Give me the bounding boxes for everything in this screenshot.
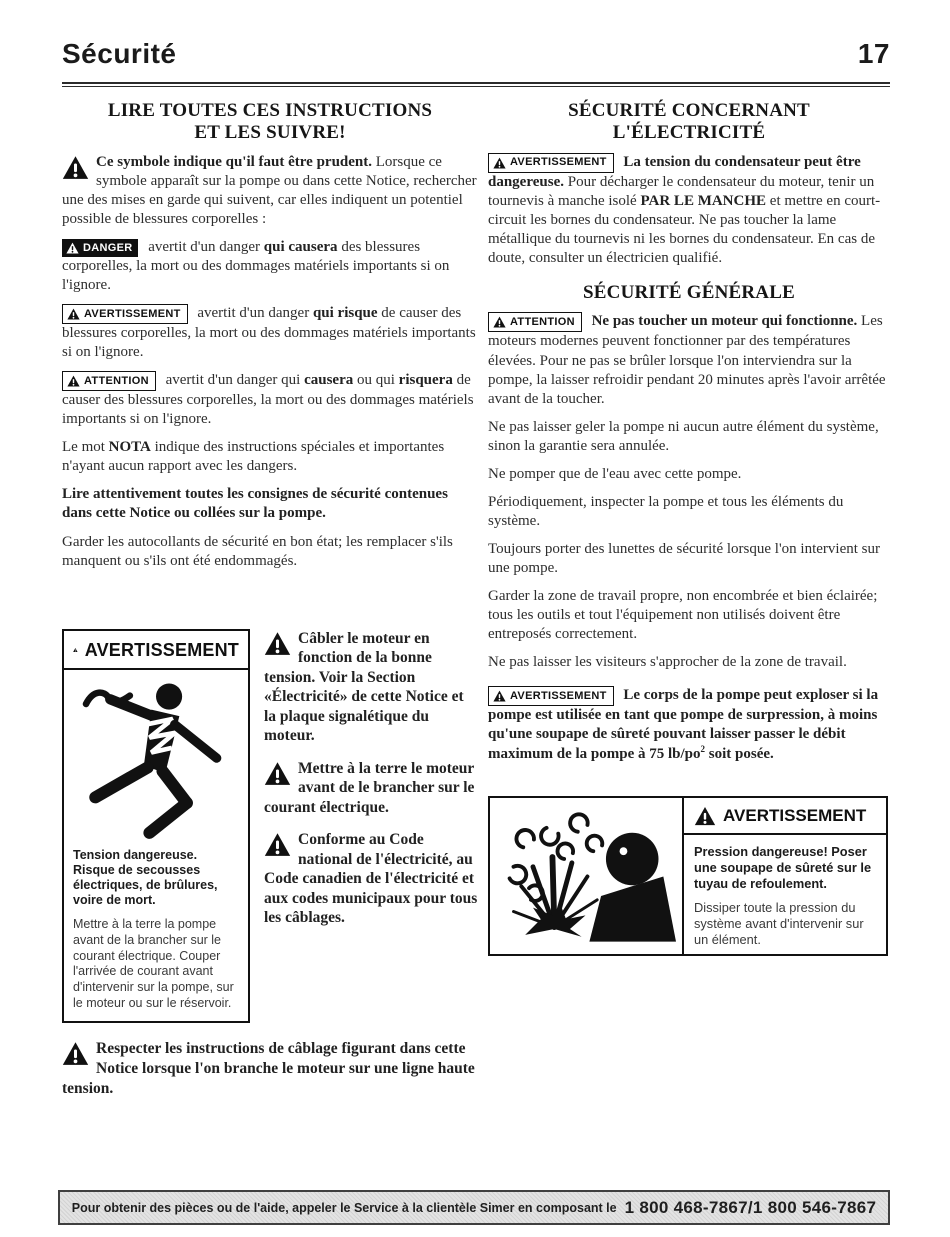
warning-triangle-icon bbox=[493, 316, 506, 328]
read-instructions-paragraph: Lire attentivement toutes les consignes de sécurité contenues dans cette Notice ou collées sur la pompe. bbox=[62, 486, 448, 522]
warning-triangle-icon bbox=[73, 639, 78, 661]
electric-shock-warning-label bbox=[62, 629, 250, 1024]
right-column bbox=[488, 100, 890, 956]
capacitor-paragraph: AVERTISSEMENT La tension du condensateur peut être dangereuse. Pour décharger le condensateur du moteur, tenir un tournevis à manche isolé PAR LE MANCHE et mettre en court-circuit les bornes du condensateur. Ne pas toucher la lame métallique du tournevis ni les bornes du condensateur. En cas de doute, consulter un électricien qualifié. bbox=[488, 153, 881, 266]
wiring-notes bbox=[264, 629, 478, 1024]
warning-triangle-icon bbox=[493, 157, 506, 169]
customer-service-footer bbox=[58, 1190, 890, 1225]
avertissement-badge: AVERTISSEMENT bbox=[488, 686, 614, 706]
warning-triangle-icon bbox=[694, 806, 716, 826]
warning-label-instruction-text: Mettre à la terre la pompe avant de la brancher sur le courant électrique. Couper l'arrivée de courant avant d'intervenir sur la pompe, sur le moteur ou sur le réservoir. bbox=[73, 917, 234, 1010]
warning-triangle-icon bbox=[264, 761, 291, 786]
attention-definition-paragraph: ATTENTION avertit d'un danger qui causera ou qui risquera de causer des blessures corporelles, la mort ou des dommages matériels importants si on l'ignore. bbox=[62, 372, 474, 428]
general-safety-heading: SÉCURITÉ GÉNÉRALE bbox=[583, 282, 795, 304]
wiring-note: Mettre à la terre le moteur avant de le brancher sur le courant électrique. bbox=[264, 759, 475, 816]
safety-paragraph: Toujours porter des lunettes de sécurité lorsque l'on intervient sur une pompe. bbox=[488, 540, 880, 576]
warning-label-divider bbox=[64, 668, 248, 670]
wiring-note: Câbler le moteur en fonction de la bonne tension. Voir la Section «Électricité» de cette Notice et la plaque signalétique du moteur. bbox=[264, 629, 464, 745]
warning-label-header: AVERTISSEMENT bbox=[684, 805, 886, 835]
attention-badge: ATTENTION bbox=[62, 371, 156, 391]
warning-triangle-icon bbox=[62, 1041, 89, 1066]
hot-motor-paragraph: ATTENTION Ne pas toucher un moteur qui fonctionne. Les moteurs modernes peuvent fonctionner par des températures élevées. Pour ne pas se brûler lorsque l'on interviendra sur la pompe, la laisser refroidir pendant 20 minutes après l'avoir arrêtée avant de la toucher. bbox=[488, 313, 886, 407]
symbol-paragraph: Ce symbole indique qu'il faut être prudent. Lorsque ce symbole apparaît sur la pompe ou dans cette Notice, rechercher une des mises en garde qui suivent, car elles indiquent un potentiel possible de blessures corporelles : bbox=[62, 153, 477, 227]
left-section-heading: LIRE TOUTES CES INSTRUCTIONS ET LES SUIVRE! bbox=[107, 100, 433, 144]
safety-paragraph: Périodiquement, inspecter la pompe et tous les éléments du système. bbox=[488, 493, 844, 529]
page-number: 17 bbox=[857, 38, 890, 69]
warning-triangle-icon bbox=[62, 155, 89, 180]
safety-paragraph: Ne pas laisser geler la pompe ni aucun autre élément du système, sinon la garantie sera annulée. bbox=[488, 418, 879, 454]
avertissement-definition-paragraph: AVERTISSEMENT avertit d'un danger qui risque de causer des blessures corporelles, la mort ou des dommages matériels importants si on l'ignore. bbox=[62, 305, 476, 361]
danger-badge: DANGER bbox=[62, 239, 138, 257]
pump-explosion-paragraph: AVERTISSEMENT Le corps de la pompe peut exploser si la pompe est utilisée en tant que pompe de surpression, à moins qu'une soupape de sûreté pouvant laisser passer le débit maximum de la pompe à 75 $lb/po^2$ soit posée. bbox=[488, 687, 879, 763]
explosion-spray-illustration bbox=[496, 804, 676, 948]
electricity-section-heading: SÉCURITÉ CONCERNANT L'ÉLECTRICITÉ bbox=[568, 100, 810, 144]
pressure-instruction-text: Dissiper toute la pression du système avant d'intervenir sur un élément. bbox=[694, 899, 864, 947]
warning-triangle-icon bbox=[264, 832, 291, 857]
attention-badge: ATTENTION bbox=[488, 312, 582, 332]
pressure-illustration-cell bbox=[490, 798, 684, 954]
header-rule bbox=[62, 82, 890, 87]
hazard-row bbox=[62, 629, 478, 1024]
warning-triangle-icon bbox=[67, 308, 80, 320]
warning-triangle-icon bbox=[67, 375, 80, 387]
page-header bbox=[62, 38, 890, 70]
pressure-warning-label bbox=[488, 796, 888, 956]
warning-label-hazard-text: Tension dangereuse. Risque de secousses électriques, de brûlures, voire de mort. bbox=[73, 848, 218, 908]
pressure-text-cell bbox=[684, 798, 886, 954]
pressure-hazard-text: Pression dangereuse! Poser une soupape de sûreté sur le tuyau de refoulement. bbox=[694, 843, 872, 891]
safety-paragraph: Ne pas laisser les visiteurs s'approcher de la zone de travail. bbox=[488, 654, 847, 671]
avertissement-badge: AVERTISSEMENT bbox=[62, 304, 188, 324]
footer-text: Pour obtenir des pièces ou de l'aide, appeler le Service à la clientèle Simer en composant le bbox=[71, 1200, 617, 1215]
warning-triangle-icon bbox=[264, 631, 291, 656]
electrocution-figure-illustration bbox=[73, 676, 239, 844]
page-title: Sécurité bbox=[62, 38, 177, 69]
high-voltage-note: Respecter les instructions de câblage figurant dans cette Notice lorsque l'on branche le moteur sur une ligne haute tension. bbox=[62, 1040, 475, 1097]
footer-phone-numbers: 1 800 468-7867/1 800 546-7867 bbox=[624, 1197, 877, 1217]
safety-paragraph: Ne pomper que de l'eau avec cette pompe. bbox=[488, 465, 742, 482]
warning-label-header: AVERTISSEMENT bbox=[73, 639, 239, 662]
danger-definition-paragraph: DANGER avertit d'un danger qui causera des blessures corporelles, la mort ou des dommages matériels importants si on l'ignore. bbox=[62, 239, 450, 294]
wiring-note: Conforme au Code national de l'électricité, au Code canadien de l'électricité et aux codes municipaux pour tous les câblages. bbox=[264, 831, 478, 927]
nota-paragraph: Le mot NOTA indique des instructions spéciales et importantes n'ayant aucun rapport avec les dangers. bbox=[62, 439, 445, 475]
stickers-paragraph: Garder les autocollants de sécurité en bon état; les remplacer s'ils manquent ou s'ils ont été endommagés. bbox=[62, 533, 453, 569]
warning-triangle-icon bbox=[493, 690, 506, 702]
safety-paragraph: Garder la zone de travail propre, non encombrée et bien éclairée; tous les outils et tout l'équipement non utilisés doivent être entreposés correctement. bbox=[488, 587, 878, 643]
warning-triangle-icon bbox=[66, 242, 79, 254]
left-column bbox=[62, 100, 478, 1107]
avertissement-badge: AVERTISSEMENT bbox=[488, 153, 614, 173]
